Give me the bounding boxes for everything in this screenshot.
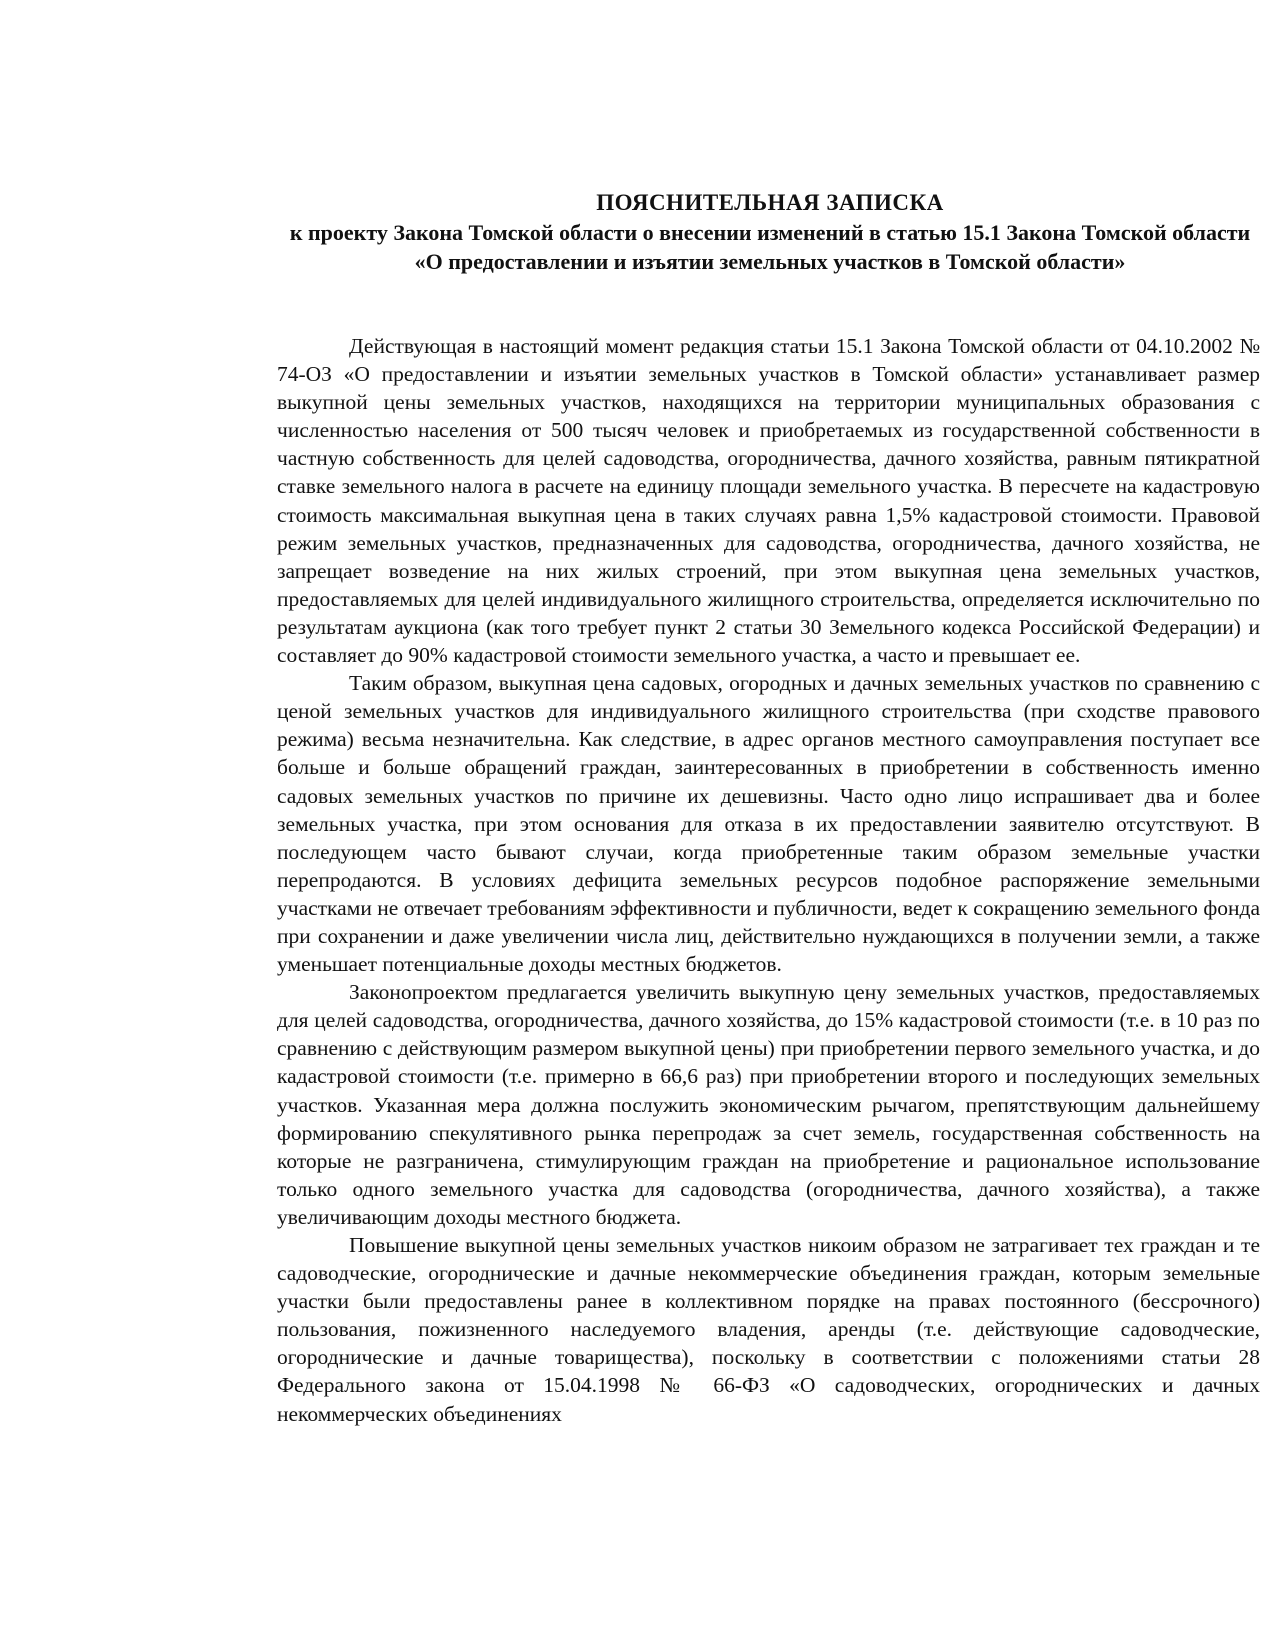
document-title: ПОЯСНИТЕЛЬНАЯ ЗАПИСКА bbox=[596, 190, 944, 215]
document-body bbox=[277, 332, 1260, 1428]
paragraph-1: Действующая в настоящий момент редакция статьи 15.1 Закона Томской области от 04.10.2002 № 74-ОЗ «О предоставлении и изъятии земельных участков в Томской области» устанавливает размер выкупной цены земельных участков, находящихся на территории муниципальных образования с численностью населения от 500 тысяч человек и приобретаемых из государственной собственности в частную собственность для целей садоводства, огородничества, дачного хозяйства, равным пятикратной ставке земельного налога в расчете на единицу площади земельного участка. В пересчете на кадастровую стоимость максимальная выкупная цена в таких случаях равна 1,5% кадастровой стоимости. Правовой режим земельных участков, предназначенных для садоводства, огородничества, дачного хозяйства, не запрещает возведение на них жилых строений, при этом выкупная цена земельных участков, предоставляемых для целей индивидуального жилищного строительства, определяется исключительно по результатам аукциона (как того требует пункт 2 статьи 30 Земельного кодекса Российской Федерации) и составляет до 90% кадастровой стоимости земельного участка, а часто и превышает ее. bbox=[277, 334, 1260, 668]
paragraph-4: Повышение выкупной цены земельных участков никоим образом не затрагивает тех граждан и те садоводческие, огороднические и дачные некоммерческие объединения граждан, которым земельные участки были предоставлены ранее в коллективном порядке на правах постоянного (бессрочного) пользования, пожизненного наследуемого владения, аренды (т.е. действующие садоводческие, огороднические и дачные товарищества), поскольку в соответствии с положениями статьи 28 Федерального закона от 15.04.1998 № 66-ФЗ «О садоводческих, огороднических и дачных некоммерческих объединениях bbox=[277, 1233, 1260, 1426]
document-header bbox=[280, 188, 1260, 276]
paragraph-2: Таким образом, выкупная цена садовых, огородных и дачных земельных участков по сравнению с ценой земельных участков для индивидуального жилищного строительства (при сходстве правового режима) весьма незначительна. Как следствие, в адрес органов местного самоуправления поступает все больше и больше обращений граждан, заинтересованных в приобретении в собственность именно садовых земельных участков по причине их дешевизны. Часто одно лицо испрашивает два и более земельных участка, при этом основания для отказа в их предоставлении заявителю отсутствуют. В последующем часто бывают случаи, когда приобретенные таким образом земельные участки перепродаются. В условиях дефицита земельных ресурсов подобное распоряжение земельными участками не отвечает требованиям эффективности и публичности, ведет к сокращению земельного фонда при сохранении и даже увеличении числа лиц, действительно нуждающихся в получении земли, а также уменьшает потенциальные доходы местных бюджетов. bbox=[277, 671, 1260, 977]
document-subtitle: к проекту Закона Томской области о внесении изменений в статью 15.1 Закона Томской области «О предоставлении и изъятии земельных участков в Томской области» bbox=[289, 220, 1251, 274]
paragraph-3: Законопроектом предлагается увеличить выкупную цену земельных участков, предоставляемых для целей садоводства, огородничества, дачного хозяйства, до 15% кадастровой стоимости (т.е. в 10 раз по сравнению с действующим размером выкупной цены) при приобретении первого земельного участка, и до кадастровой стоимости (т.е. примерно в 66,6 раз) при приобретении второго и последующих земельных участков. Указанная мера должна послужить экономическим рычагом, препятствующим дальнейшему формированию спекулятивного рынка перепродаж за счет земель, государственная собственность на которые не разграничена, стимулирующим граждан на приобретение и рациональное использование только одного земельного участка для садоводства (огородничества, дачного хозяйства), а также увеличивающим доходы местного бюджета. bbox=[277, 980, 1260, 1229]
